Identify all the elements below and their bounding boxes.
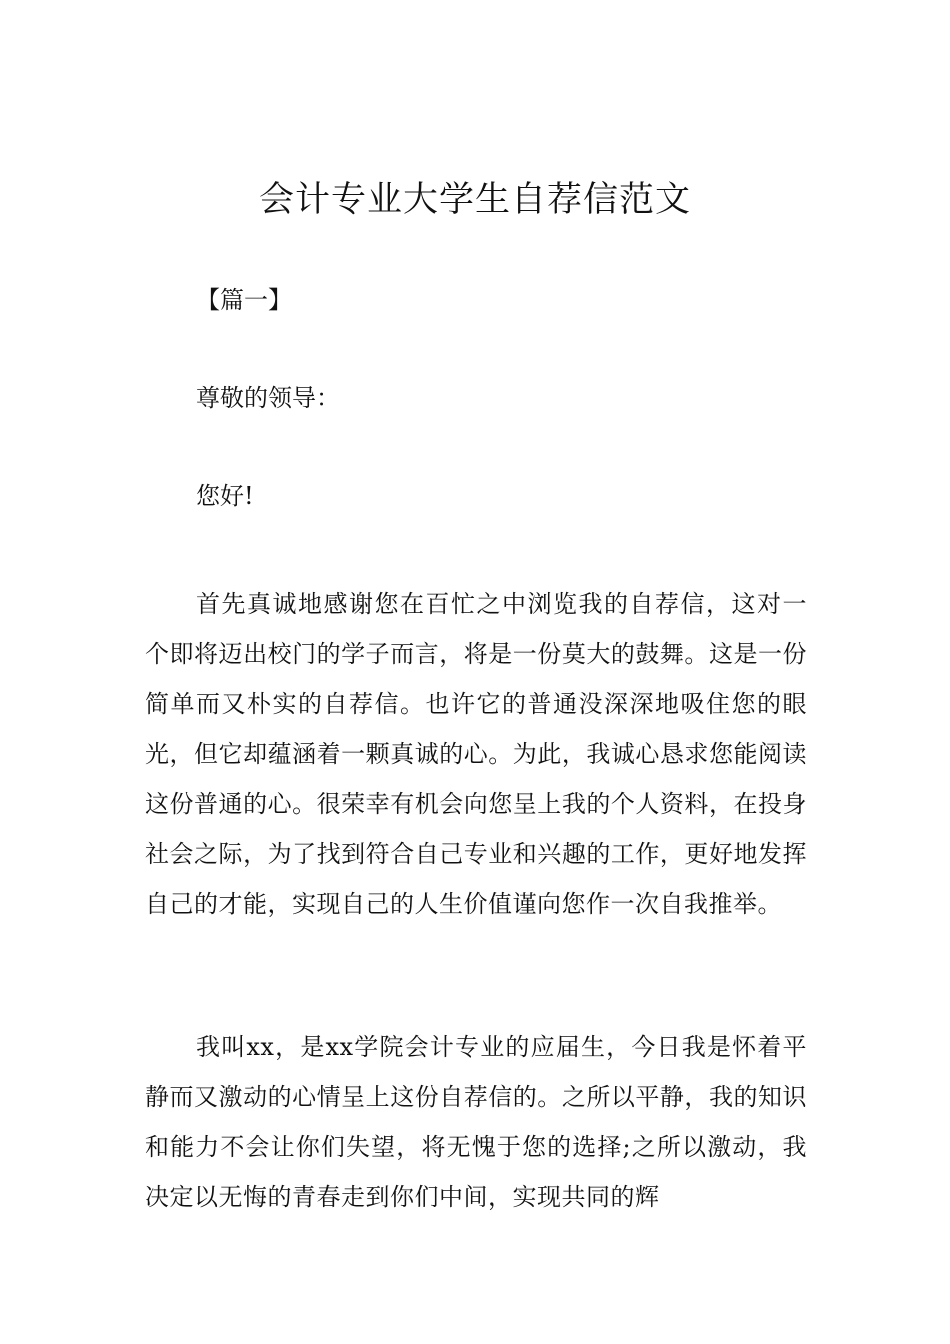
section-label: 【篇一】 [196, 286, 292, 314]
salutation: 尊敬的领导： [196, 384, 340, 412]
body-paragraph: 首先真诚地感谢您在百忙之中浏览我的自荐信，这对一个即将迈出校门的学子而言，将是一份莫大的鼓舞。这是一份简单而又朴实的自荐信。也许它的普通没深深地吸住您的眼光，但它却蕴涵着一颗真诚的心。为此，我诚心恳求您能阅读这份普通的心。很荣幸有机会向您呈上我的个人资料，在投身社会之际，为了找到符合自己专业和兴趣的工作，更好地发挥自己的才能，实现自己的人生价值谨向您作一次自我推举。 [145, 590, 807, 918]
greeting: 您好! [196, 482, 254, 510]
body-paragraph: 我叫xx，是xx学院会计专业的应届生，今日我是怀着平静而又激动的心情呈上这份自荐信的。之所以平静，我的知识和能力不会让你们失望，将无愧于您的选择;之所以激动，我决定以无悔的青春走到你们中间，实现共同的辉 [145, 1033, 807, 1211]
document-title: 会计专业大学生自荐信范文 [258, 180, 691, 220]
